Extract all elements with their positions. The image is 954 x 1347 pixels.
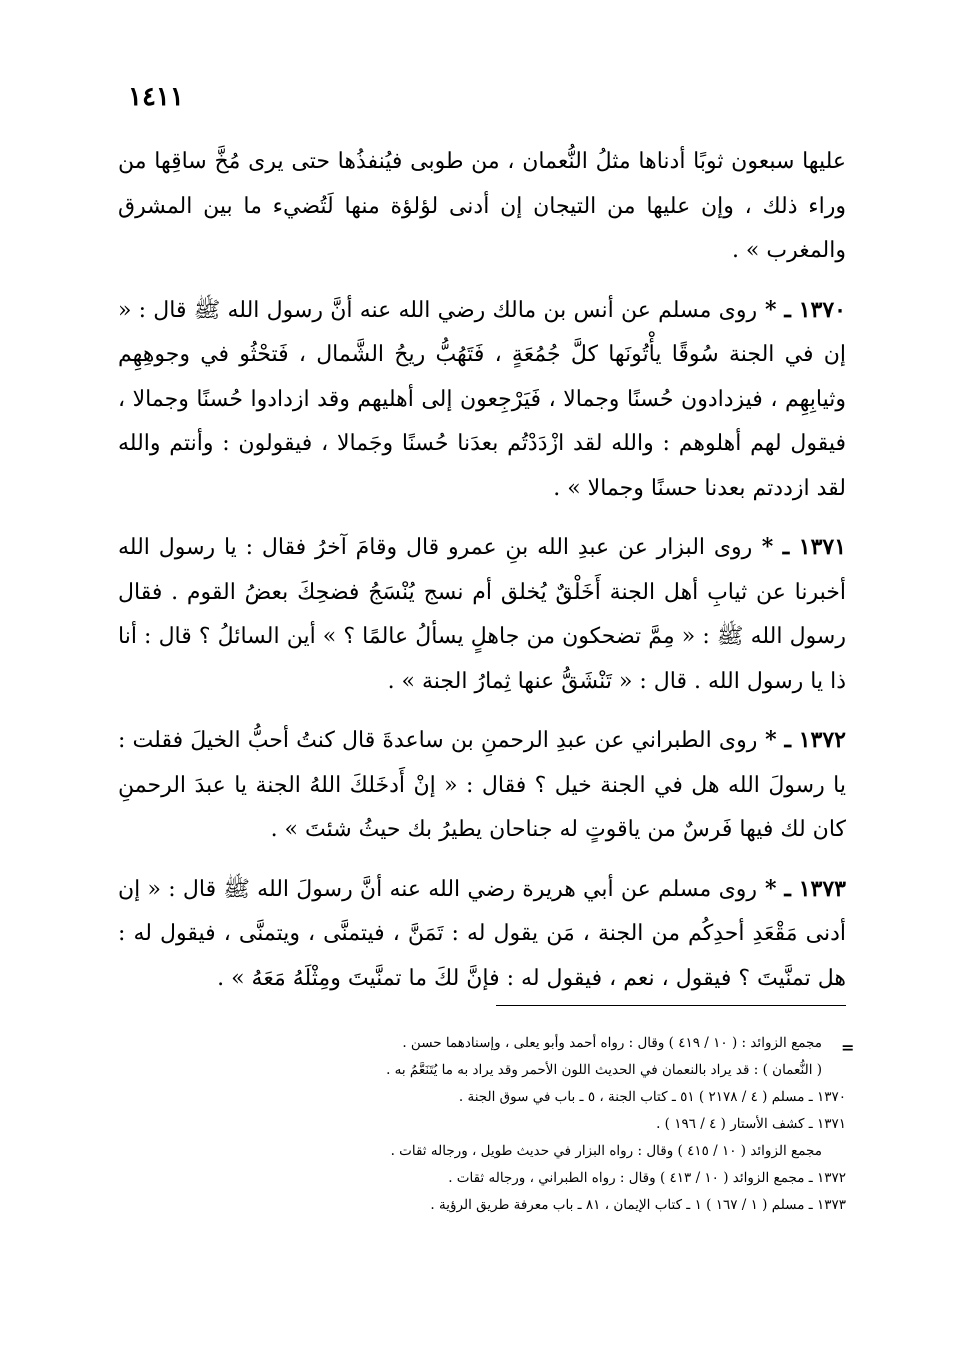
footnote-line: ( النُّعمان ) : قد يراد بالنعمان في الحديث اللون الأحمر وقد يراد به ما يُتَنَعَّمُ به . — [386, 1062, 822, 1078]
hadith-number: ١٣٧٠ ـ * — [757, 296, 846, 323]
hadith-number: ١٣٧٢ ـ * — [757, 727, 846, 753]
page-number: ١٤١١ — [128, 82, 184, 112]
hadith-1371 — [118, 525, 846, 704]
footnote-line: ١٣٧٢ ـ مجمع الزوائد ( ١٠ / ٤١٣ ) وقال : رواه الطبراني ، ورجاله ثقات . — [448, 1170, 846, 1186]
footnote-line: ١٣٧٣ ـ مسلم ( ١ / ١٦٧ ) ١ ـ كتاب الإيمان ، ٨١ ـ باب معرفة طريق الرؤية . — [430, 1197, 846, 1213]
footnotes — [200, 1030, 846, 1219]
hadith-text: روى البزار عن عبدِ الله بنِ عمرو قال وقامَ آخرُ فقال : يا رسول الله أخبرنا عن ثيابِ أهل الجنة أَخَلْقٌ يُخلق أم نسج يُنْسَجُ فضحِكَ بعضُ القوم . فقال رسول الله ﷺ : « مِمَّ تضحكون من جاهلٍ يسألُ عالمًا ؟ » أين السائلُ ؟ قال : أنا ذا يا رسول الله . قال : « تَنْشَقُّ عنها ثِمارُ الجنة » . — [118, 535, 846, 694]
hadith-text: روى الطبراني عن عبدِ الرحمنِ بن ساعدةَ قال كنتُ أحبُّ الخيلَ فقلت : يا رسولَ الله هل في الجنة خيل ؟ فقال : « إنْ أَدخَلكَ اللهُ الجنة يا عبدَ الرحمنِ كان لك فيها فَرسٌ من ياقوتٍ له جناحان يطيرُ بك حيثُ شئتَ » . — [118, 728, 846, 842]
continuation-paragraph: عليها سبعون ثوبًا أدناها مثلُ النُّعمان ، من طوبى فيُنفذُها حتى يرى مُخَّ ساقِها من وراء ذلك ، وإن عليها من التيجان إن أدنى لؤلؤة منها لَتُضيء ما بين المشرق والمغرب » . — [118, 149, 846, 263]
footnote-line: ١٣٧١ ـ كشف الأستار ( ٤ / ١٩٦ ) . — [656, 1116, 846, 1132]
hadith-text: روى مسلم عن أنس بن مالك رضي الله عنه أنَّ رسول الله ﷺ قال : « إن في الجنة سُوقًا يأْتُونَها كلَّ جُمُعَةٍ ، فَتَهُبُّ ريحُ الشَّمال ، فَتحْثُو في وجوهِهِم وثيابِهِم ، فيزدادون حُسنًا وجمالا ، فَيَرْجِعون إلى أهليهم وقد ازدادوا حُسنًا وجمالا ، فيقول لهم أهلوهم : والله لقد ازْدَدْتُم بعدَنا حُسنًا وجَمالا ، فيقولون : وأنتم والله لقد ازددتم بعدنا حسنًا وجمالا » . — [118, 297, 846, 501]
hadith-1372 — [118, 718, 846, 853]
hadith-number: ١٣٧١ ـ * — [752, 534, 847, 560]
footnote-line: مجمع الزوائد : ( ١٠ / ٤١٩ ) وقال : رواه أحمد وأبو يعلى ، وإسنادهما حسن . — [402, 1035, 822, 1051]
footnote-line: ١٣٧٠ ـ مسلم ( ٤ / ٢١٧٨ ) ٥١ ـ كتاب الجنة ، ٥ ـ باب في سوق الجنة . — [458, 1089, 846, 1105]
hadith-number: ١٣٧٣ ـ * — [757, 875, 846, 902]
footnote-line: مجمع الزوائد ( ١٠ / ٤١٥ ) وقال : رواه البزار في حديث طويل ، ورجاله ثقات . — [390, 1143, 822, 1159]
hadith-text: روى مسلم عن أبي هريرة رضي الله عنه أنَّ رسولَ الله ﷺ قال : « إن أدنى مَقْعَدِ أحدِكُم من الجنة ، مَن يقول له : تَمَنَّ ، فيتمنَّى ، ويتمنَّى ، فيقول له : هل تمنَّيتَ ؟ فيقول ، نعم ، فيقول له : فإنَّ لكَ ما تمنَّيتَ ومِثْلَهُ مَعَهُ » . — [118, 876, 846, 991]
main-text — [118, 140, 846, 1001]
footnote-continuation-mark: = — [841, 1038, 855, 1057]
hadith-1370 — [118, 288, 846, 512]
footnote-separator — [496, 1005, 846, 1006]
hadith-1373 — [118, 867, 846, 1002]
